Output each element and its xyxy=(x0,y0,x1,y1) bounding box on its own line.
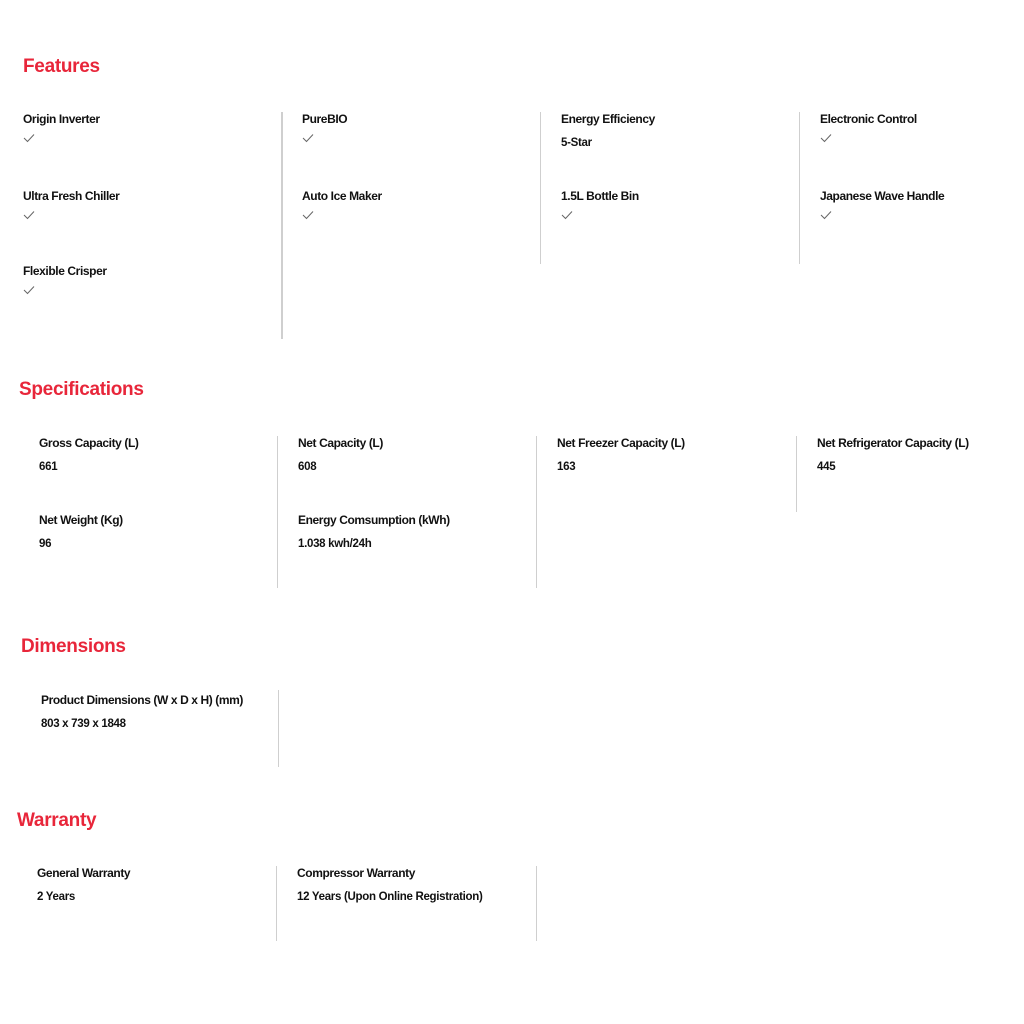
spec-label: Gross Capacity (L) xyxy=(39,436,139,450)
features-divider-3 xyxy=(799,112,800,264)
spec-item-gross-capacity xyxy=(39,436,289,474)
warranty-value: 12 Years (Upon Online Registration) xyxy=(297,891,483,903)
spec-item-net-weight xyxy=(39,513,289,551)
feature-label: Origin Inverter xyxy=(23,112,100,126)
feature-item-ultra-fresh-chiller xyxy=(23,189,273,220)
dimensions-column-1 xyxy=(41,693,300,767)
feature-item-japanese-wave-handle xyxy=(820,189,1020,220)
feature-value: 5-Star xyxy=(561,137,592,149)
check-icon xyxy=(23,210,35,220)
features-divider-1 xyxy=(281,112,282,339)
dimension-value: 803 x 739 x 1848 xyxy=(41,718,126,730)
spec-value: 608 xyxy=(298,461,317,473)
feature-label: Japanese Wave Handle xyxy=(820,189,945,203)
spec-value: 163 xyxy=(557,461,576,473)
feature-item-purebio xyxy=(302,112,552,143)
spec-value: 661 xyxy=(39,461,58,473)
specs-column-3 xyxy=(557,436,816,588)
check-icon xyxy=(302,210,314,220)
specifications-heading: Specifications xyxy=(19,379,144,400)
features-column-4 xyxy=(820,112,1020,264)
specs-divider-3 xyxy=(796,436,797,512)
warranty-value: 2 Years xyxy=(37,891,75,903)
specs-column-4 xyxy=(817,436,1017,512)
spec-value: 96 xyxy=(39,538,52,550)
warranty-divider-1 xyxy=(276,866,277,941)
features-heading: Features xyxy=(23,56,100,77)
spec-value: 1.038 kwh/24h xyxy=(298,538,372,550)
feature-label: Flexible Crisper xyxy=(23,264,107,278)
warranty-item-general xyxy=(37,866,287,904)
feature-item-flexible-crisper xyxy=(23,264,273,295)
spec-label: Net Weight (Kg) xyxy=(39,513,123,527)
dimensions-heading: Dimensions xyxy=(21,636,126,657)
warranty-label: Compressor Warranty xyxy=(297,866,415,880)
check-icon xyxy=(23,285,35,295)
warranty-column-1 xyxy=(37,866,296,941)
spec-label: Energy Comsumption (kWh) xyxy=(298,513,450,527)
check-icon xyxy=(820,210,832,220)
dimension-label: Product Dimensions (W x D x H) (mm) xyxy=(41,693,244,707)
dimensions-divider-1 xyxy=(278,690,279,767)
spec-item-net-capacity xyxy=(298,436,548,474)
feature-label: 1.5L Bottle Bin xyxy=(561,189,639,203)
features-column-2 xyxy=(302,112,561,339)
warranty-divider-2 xyxy=(536,866,537,941)
specs-divider-1 xyxy=(277,436,278,588)
warranty-label: General Warranty xyxy=(37,866,131,880)
specs-divider-2 xyxy=(536,436,537,588)
warranty-item-compressor xyxy=(297,866,547,904)
check-icon xyxy=(561,210,573,220)
feature-item-origin-inverter xyxy=(23,112,273,143)
feature-item-energy-efficiency xyxy=(561,112,811,150)
specs-column-2 xyxy=(298,436,557,588)
feature-label: Electronic Control xyxy=(820,112,917,126)
features-column-1 xyxy=(23,112,283,339)
warranty-heading: Warranty xyxy=(17,810,97,831)
spec-label: Net Capacity (L) xyxy=(298,436,383,450)
warranty-column-2 xyxy=(297,866,556,941)
check-icon xyxy=(23,133,35,143)
feature-item-electronic-control xyxy=(820,112,1020,143)
features-divider-2 xyxy=(540,112,541,264)
feature-label: Auto Ice Maker xyxy=(302,189,382,203)
feature-item-auto-ice-maker xyxy=(302,189,552,220)
feature-label: Ultra Fresh Chiller xyxy=(23,189,120,203)
specs-column-1 xyxy=(39,436,298,588)
spec-label: Net Refrigerator Capacity (L) xyxy=(817,436,969,450)
spec-value: 445 xyxy=(817,461,836,473)
feature-item-bottle-bin xyxy=(561,189,811,220)
spec-item-net-refrigerator-capacity xyxy=(817,436,1017,474)
check-icon xyxy=(302,133,314,143)
spec-label: Net Freezer Capacity (L) xyxy=(557,436,685,450)
features-column-3 xyxy=(561,112,820,264)
check-icon xyxy=(820,133,832,143)
feature-label: PureBIO xyxy=(302,112,348,126)
spec-item-net-freezer-capacity xyxy=(557,436,807,474)
spec-item-energy-consumption xyxy=(298,513,548,551)
dimension-item-product-dimensions xyxy=(41,693,291,731)
feature-label: Energy Efficiency xyxy=(561,112,655,126)
